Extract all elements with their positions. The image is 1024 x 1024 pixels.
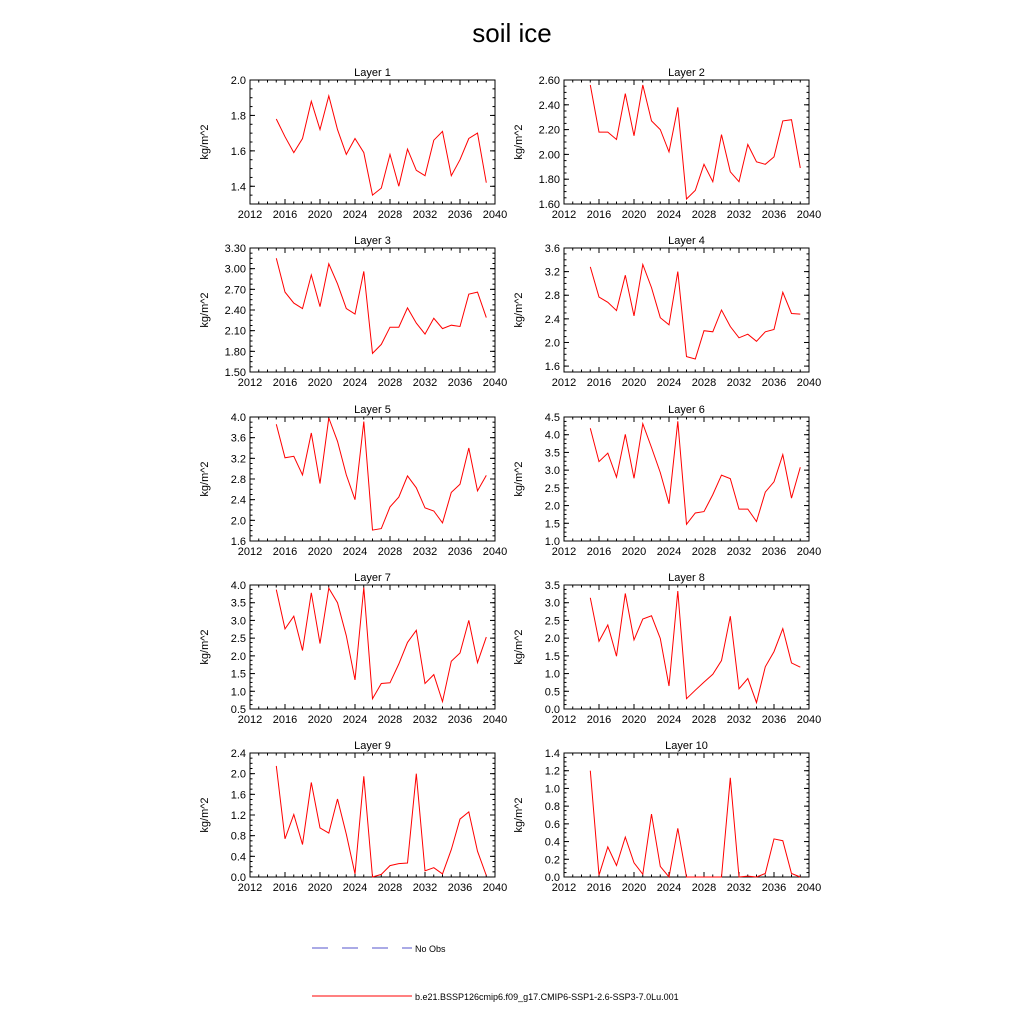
- x-tick-label: 2012: [551, 882, 577, 894]
- y-tick-label: 2.40: [538, 99, 560, 112]
- x-tick-label: 2028: [377, 377, 403, 389]
- y-tick-label: 4.0: [230, 580, 246, 592]
- x-tick-label: 2020: [621, 377, 647, 389]
- y-axis-label: kg/m^2: [513, 124, 525, 160]
- panel-title: Layer 10: [665, 740, 708, 752]
- y-tick-label: 2.5: [230, 633, 246, 646]
- x-tick-label: 2012: [237, 209, 263, 221]
- y-tick-label: 2.5: [544, 615, 560, 628]
- x-tick-label: 2032: [412, 714, 438, 726]
- x-tick-label: 2036: [447, 377, 473, 389]
- y-tick-label: 2.60: [538, 75, 560, 87]
- legend-label: b.e21.BSSP126cmip6.f09_g17.CMIP6-SSP1-2.6-SSP3-7.0Lu.001: [415, 992, 679, 1002]
- x-tick-label: 2028: [377, 714, 403, 726]
- x-tick-label: 2016: [272, 209, 298, 221]
- panel-title: Layer 4: [668, 235, 705, 247]
- y-tick-label: 2.0: [230, 768, 246, 781]
- y-tick-label: 4.5: [544, 412, 560, 424]
- x-tick-label: 2040: [482, 546, 508, 558]
- x-tick-label: 2024: [656, 377, 682, 389]
- y-tick-label: 4.0: [544, 429, 560, 442]
- y-axis-label: kg/m^2: [513, 461, 525, 497]
- y-axis-label: kg/m^2: [513, 629, 525, 665]
- x-tick-label: 2016: [272, 377, 298, 389]
- y-tick-label: 2.0: [230, 515, 246, 528]
- x-tick-label: 2016: [586, 377, 612, 389]
- x-tick-label: 2012: [551, 377, 577, 389]
- y-axis-label: kg/m^2: [199, 124, 211, 160]
- y-tick-label: 0.0: [544, 704, 560, 716]
- x-tick-label: 2040: [796, 882, 822, 894]
- x-tick-label: 2028: [691, 714, 717, 726]
- panel-title: Layer 8: [668, 572, 705, 584]
- y-tick-label: 1.5: [544, 650, 560, 663]
- y-tick-label: 2.0: [230, 75, 246, 87]
- x-tick-label: 2020: [621, 882, 647, 894]
- x-tick-label: 2032: [412, 546, 438, 558]
- y-tick-label: 0.8: [544, 801, 560, 814]
- y-tick-label: 3.5: [230, 597, 246, 610]
- y-tick-label: 3.5: [544, 447, 560, 460]
- x-tick-label: 2024: [656, 209, 682, 221]
- x-tick-label: 2032: [726, 209, 752, 221]
- x-tick-label: 2028: [691, 377, 717, 389]
- x-tick-label: 2028: [377, 546, 403, 558]
- x-tick-label: 2040: [796, 209, 822, 221]
- y-tick-label: 1.6: [230, 145, 246, 158]
- y-tick-label: 2.0: [544, 337, 560, 350]
- y-tick-label: 2.70: [224, 284, 246, 297]
- x-tick-label: 2016: [272, 882, 298, 894]
- y-tick-label: 1.8: [230, 110, 246, 123]
- x-tick-label: 2024: [342, 714, 368, 726]
- y-axis-label: kg/m^2: [199, 292, 211, 328]
- y-tick-label: 2.4: [230, 748, 246, 760]
- x-tick-label: 2028: [691, 209, 717, 221]
- y-tick-label: 0.0: [544, 872, 560, 884]
- x-tick-label: 2024: [342, 546, 368, 558]
- x-tick-label: 2020: [307, 546, 333, 558]
- y-tick-label: 0.8: [230, 830, 246, 843]
- x-tick-label: 2020: [621, 546, 647, 558]
- x-tick-label: 2016: [586, 546, 612, 558]
- legend-label: No Obs: [415, 944, 446, 954]
- x-tick-label: 2036: [447, 714, 473, 726]
- x-tick-label: 2040: [482, 209, 508, 221]
- y-tick-label: 4.0: [230, 412, 246, 424]
- panel-title: Layer 1: [354, 67, 391, 79]
- y-tick-label: 2.0: [544, 500, 560, 513]
- y-tick-label: 0.2: [544, 854, 560, 867]
- y-tick-label: 1.80: [538, 174, 560, 187]
- panel-title: Layer 3: [354, 235, 391, 247]
- x-tick-label: 2024: [656, 714, 682, 726]
- y-tick-label: 1.0: [230, 686, 246, 699]
- x-tick-label: 2012: [237, 377, 263, 389]
- y-tick-label: 1.5: [230, 668, 246, 681]
- y-tick-label: 1.4: [230, 181, 246, 194]
- y-axis-label: kg/m^2: [199, 461, 211, 497]
- y-tick-label: 3.0: [544, 597, 560, 610]
- y-axis-label: kg/m^2: [199, 629, 211, 665]
- x-tick-label: 2040: [482, 377, 508, 389]
- x-tick-label: 2012: [551, 714, 577, 726]
- y-tick-label: 3.6: [230, 432, 246, 445]
- y-tick-label: 1.50: [224, 367, 246, 379]
- x-tick-label: 2032: [726, 714, 752, 726]
- y-axis-label: kg/m^2: [513, 292, 525, 328]
- x-tick-label: 2016: [272, 714, 298, 726]
- y-axis-label: kg/m^2: [513, 797, 525, 833]
- y-tick-label: 1.0: [544, 783, 560, 796]
- x-tick-label: 2032: [412, 209, 438, 221]
- x-tick-label: 2024: [342, 209, 368, 221]
- y-tick-label: 0.6: [544, 818, 560, 831]
- x-tick-label: 2040: [482, 882, 508, 894]
- y-tick-label: 1.4: [544, 748, 560, 760]
- y-tick-label: 2.8: [544, 290, 560, 303]
- x-tick-label: 2024: [342, 882, 368, 894]
- y-tick-label: 1.6: [230, 789, 246, 802]
- x-tick-label: 2016: [586, 714, 612, 726]
- y-tick-label: 0.4: [230, 851, 246, 864]
- x-tick-label: 2032: [726, 546, 752, 558]
- x-tick-label: 2036: [761, 209, 787, 221]
- y-tick-label: 3.0: [544, 465, 560, 478]
- y-tick-label: 1.0: [544, 668, 560, 681]
- x-tick-label: 2024: [656, 546, 682, 558]
- x-tick-label: 2012: [237, 546, 263, 558]
- y-tick-label: 1.5: [544, 518, 560, 531]
- x-tick-label: 2036: [761, 882, 787, 894]
- y-tick-label: 3.2: [230, 453, 246, 466]
- x-tick-label: 2028: [377, 882, 403, 894]
- y-tick-label: 1.6: [230, 536, 246, 548]
- y-tick-label: 2.4: [230, 494, 246, 507]
- x-tick-label: 2036: [761, 546, 787, 558]
- x-tick-label: 2028: [691, 882, 717, 894]
- x-tick-label: 2032: [412, 882, 438, 894]
- panel-title: Layer 2: [668, 67, 705, 79]
- x-tick-label: 2036: [447, 882, 473, 894]
- x-tick-label: 2024: [342, 377, 368, 389]
- x-tick-label: 2036: [447, 546, 473, 558]
- x-tick-label: 2040: [796, 714, 822, 726]
- y-tick-label: 1.2: [544, 765, 560, 778]
- panel-title: Layer 7: [354, 572, 391, 584]
- y-tick-label: 0.0: [230, 872, 246, 884]
- x-tick-label: 2020: [307, 377, 333, 389]
- x-tick-label: 2032: [726, 882, 752, 894]
- y-tick-label: 2.5: [544, 482, 560, 495]
- y-tick-label: 0.5: [544, 686, 560, 699]
- x-tick-label: 2028: [691, 546, 717, 558]
- x-tick-label: 2012: [237, 882, 263, 894]
- x-tick-label: 2036: [761, 714, 787, 726]
- y-tick-label: 3.5: [544, 580, 560, 592]
- y-tick-label: 1.60: [538, 199, 560, 211]
- x-tick-label: 2012: [551, 209, 577, 221]
- x-tick-label: 2020: [307, 882, 333, 894]
- x-tick-label: 2020: [621, 209, 647, 221]
- y-tick-label: 3.00: [224, 263, 246, 276]
- y-tick-label: 2.8: [230, 474, 246, 486]
- y-tick-label: 2.40: [224, 305, 246, 317]
- y-tick-label: 0.5: [230, 704, 246, 716]
- y-tick-label: 2.4: [544, 313, 560, 326]
- y-tick-label: 3.30: [224, 243, 246, 255]
- x-tick-label: 2032: [412, 377, 438, 389]
- x-tick-label: 2028: [377, 209, 403, 221]
- x-tick-label: 2016: [272, 546, 298, 558]
- y-tick-label: 1.80: [224, 346, 246, 359]
- y-tick-label: 2.10: [224, 325, 246, 338]
- x-tick-label: 2012: [237, 714, 263, 726]
- y-tick-label: 2.20: [538, 124, 560, 137]
- x-tick-label: 2016: [586, 882, 612, 894]
- y-tick-label: 0.4: [544, 836, 560, 849]
- x-tick-label: 2020: [307, 209, 333, 221]
- y-tick-label: 2.00: [538, 149, 560, 162]
- y-tick-label: 3.2: [544, 266, 560, 279]
- panel-title: Layer 9: [354, 740, 391, 752]
- panel-title: Layer 5: [354, 404, 391, 416]
- x-tick-label: 2020: [621, 714, 647, 726]
- x-tick-label: 2016: [586, 209, 612, 221]
- x-tick-label: 2036: [447, 209, 473, 221]
- x-tick-label: 2040: [796, 546, 822, 558]
- y-tick-label: 1.6: [544, 361, 560, 374]
- y-tick-label: 3.0: [230, 615, 246, 628]
- y-tick-label: 1.2: [230, 810, 246, 822]
- x-tick-label: 2036: [761, 377, 787, 389]
- x-tick-label: 2012: [551, 546, 577, 558]
- x-tick-label: 2040: [796, 377, 822, 389]
- y-tick-label: 2.0: [544, 633, 560, 646]
- x-tick-label: 2024: [656, 882, 682, 894]
- panel-title: Layer 6: [668, 404, 705, 416]
- figure-title: soil ice: [472, 18, 552, 48]
- x-tick-label: 2032: [726, 377, 752, 389]
- x-tick-label: 2020: [307, 714, 333, 726]
- y-tick-label: 2.0: [230, 650, 246, 663]
- y-tick-label: 3.6: [544, 243, 560, 255]
- y-axis-label: kg/m^2: [199, 797, 211, 833]
- x-tick-label: 2040: [482, 714, 508, 726]
- y-tick-label: 1.0: [544, 536, 560, 548]
